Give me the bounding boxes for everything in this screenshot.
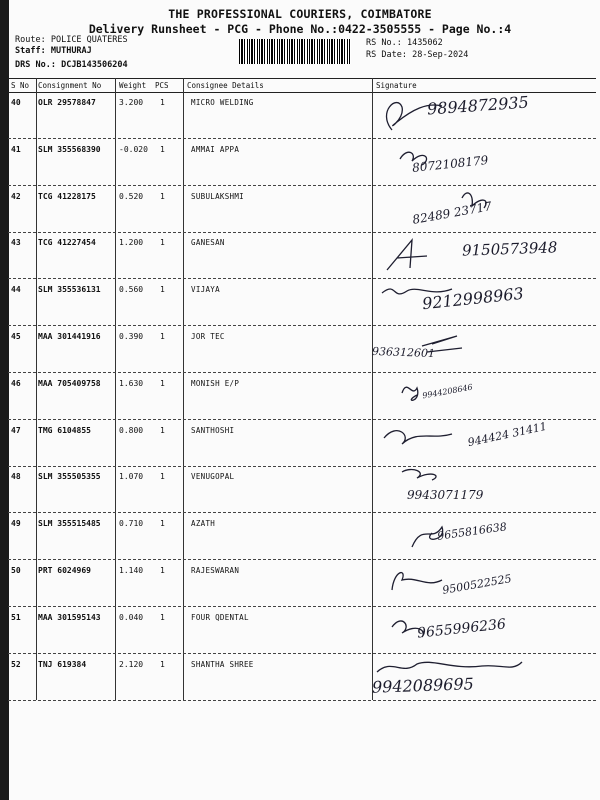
row-sno: 42 — [11, 191, 21, 201]
signature-mark — [372, 373, 596, 417]
row-weight: 2.120 — [119, 659, 144, 669]
rs-no-label: RS No.: — [366, 38, 402, 48]
row-consignee: VIJAYA — [191, 285, 220, 295]
col-weight: Weight — [119, 81, 147, 90]
row-separator — [8, 700, 596, 701]
signature-phone-note: 8072108179 — [411, 152, 489, 175]
signature-stroke — [387, 240, 427, 270]
signature-cell — [372, 279, 596, 323]
row-consignment-no: PRT 6024969 — [38, 566, 91, 575]
row-sno: 49 — [11, 519, 21, 529]
row-consignee: SANTHOSHI — [191, 425, 235, 435]
signature-phone-note: 9212998963 — [421, 283, 525, 314]
route-value: POLICE QUATERES — [50, 35, 128, 45]
row-consignment-no: SLM 355568390 — [38, 144, 101, 154]
row-weight: 0.390 — [119, 332, 144, 341]
col-pcs: PCS — [155, 81, 169, 90]
row-consignment-no: MAA 301441916 — [38, 332, 101, 341]
row-consignee: FOUR QDENTAL — [191, 612, 249, 622]
signature-phone-note: 9150573948 — [461, 238, 558, 261]
rs-date-line — [366, 50, 468, 60]
col-sno: S No — [11, 81, 30, 90]
col-consignment: Consignment No — [38, 81, 102, 90]
col-signature: Signature — [376, 81, 417, 90]
signature-cell — [372, 513, 596, 557]
row-consignee: SUBULAKSHMI — [191, 191, 244, 201]
row-sno: 45 — [11, 332, 21, 341]
row-weight: 0.520 — [119, 191, 144, 201]
row-pcs: 1 — [160, 566, 165, 575]
row-pcs: 1 — [160, 425, 165, 435]
rs-no-line — [366, 38, 443, 48]
row-consignment-no: SLM 355515485 — [38, 519, 101, 529]
row-pcs: 1 — [160, 378, 165, 388]
row-weight: 0.800 — [119, 425, 144, 435]
row-sno: 46 — [11, 378, 21, 388]
signature-phone-note: 944424 31411 — [466, 419, 548, 449]
signature-phone-note: 9655816638 — [436, 520, 508, 543]
signature-cell — [372, 92, 596, 136]
row-consignee: VENUGOPAL — [191, 472, 235, 482]
signature-stroke — [384, 430, 452, 443]
signature-stroke — [402, 387, 418, 400]
row-sno: 44 — [11, 285, 21, 295]
col-consignee: Consignee Details — [187, 81, 264, 90]
rs-date-value: 28-Sep-2024 — [412, 50, 469, 60]
signature-cell — [372, 654, 596, 698]
row-consignment-no: SLM 355536131 — [38, 285, 101, 295]
row-consignment-no: TCG 41228175 — [38, 191, 96, 201]
row-consignee: MONISH E/P — [191, 378, 240, 388]
signature-phone-note: 9500522525 — [441, 572, 513, 597]
signature-phone-note: 9894872935 — [426, 92, 530, 119]
row-sno: 43 — [11, 238, 21, 248]
row-pcs: 1 — [160, 238, 165, 248]
rs-date-label: RS Date: — [366, 50, 407, 60]
row-weight: 0.040 — [119, 612, 144, 622]
row-consignment-no: OLR 29578847 — [38, 98, 96, 107]
signature-stroke — [377, 662, 522, 672]
row-sno: 47 — [11, 425, 21, 435]
row-consignee: JOR TEC — [191, 332, 225, 341]
staff-line — [15, 46, 92, 56]
signature-cell — [372, 373, 596, 417]
signature-phone-note: 9943071179 — [407, 488, 484, 503]
signature-phone-note: 936312601 — [371, 344, 436, 361]
staff-value: MUTHURAJ — [50, 46, 92, 56]
row-pcs: 1 — [160, 659, 165, 669]
row-pcs: 1 — [160, 144, 165, 154]
signature-cell — [372, 139, 596, 183]
row-pcs: 1 — [160, 191, 165, 201]
staff-label: Staff: — [15, 46, 46, 56]
row-pcs: 1 — [160, 472, 165, 482]
row-weight: 1.140 — [119, 566, 144, 575]
row-pcs: 1 — [160, 612, 165, 622]
row-consignee: AMMAI APPA — [191, 144, 240, 154]
company-title: THE PROFESSIONAL COURIERS, COIMBATORE — [168, 7, 432, 21]
route-label: Route: — [15, 35, 46, 45]
signature-cell — [372, 186, 596, 230]
signature-cell — [372, 326, 596, 370]
row-consignment-no: SLM 355505355 — [38, 472, 101, 482]
row-pcs: 1 — [160, 98, 165, 107]
signature-stroke — [402, 470, 436, 480]
row-weight: 1.070 — [119, 472, 144, 482]
signature-cell — [372, 420, 596, 464]
row-consignee: AZATH — [191, 519, 216, 529]
signature-phone-note: 9944208646 — [421, 382, 474, 401]
signature-mark — [372, 466, 596, 510]
row-sno: 52 — [11, 659, 21, 669]
row-pcs: 1 — [160, 285, 165, 295]
row-weight: 0.710 — [119, 519, 144, 529]
row-weight: 1.200 — [119, 238, 144, 248]
table-header — [8, 78, 596, 92]
signature-phone-note: 9655996236 — [416, 616, 507, 642]
row-sno: 48 — [11, 472, 21, 482]
row-sno: 41 — [11, 144, 21, 154]
row-sno: 50 — [11, 566, 21, 575]
signature-phone-note: 9942089695 — [371, 673, 475, 697]
row-pcs: 1 — [160, 519, 165, 529]
row-sno: 40 — [11, 98, 21, 107]
signature-cell — [372, 560, 596, 604]
row-consignment-no: MAA 301595143 — [38, 612, 101, 622]
drs-line — [15, 60, 128, 70]
row-consignment-no: MAA 705409758 — [38, 378, 101, 388]
row-weight: 0.560 — [119, 285, 144, 295]
row-consignment-no: TNJ 619384 — [38, 659, 87, 669]
row-consignee: RAJESWARAN — [191, 566, 240, 575]
barcode — [239, 39, 351, 64]
signature-cell — [372, 466, 596, 510]
row-weight: 3.200 — [119, 98, 144, 107]
runsheet-subtitle: Delivery Runsheet - PCG - Phone No.:0422-3505555 - Page No.:4 — [88, 22, 512, 36]
drs-label: DRS No.: — [15, 60, 56, 70]
row-consignee: MICRO WELDING — [191, 98, 254, 107]
signature-stroke — [392, 573, 442, 590]
signature-phone-note: 82489 23717 — [411, 198, 493, 227]
drs-value: DCJB143506204 — [61, 60, 128, 70]
row-consignee: SHANTHA SHREE — [191, 659, 254, 669]
row-weight: 1.630 — [119, 378, 144, 388]
signature-cell — [372, 232, 596, 276]
row-consignee: GANESAN — [191, 238, 225, 248]
row-consignment-no: TCG 41227454 — [38, 238, 96, 248]
row-weight: -0.020 — [119, 144, 148, 154]
rs-no-value: 1435062 — [406, 38, 443, 48]
signature-cell — [372, 607, 596, 651]
row-pcs: 1 — [160, 332, 165, 341]
route-line — [15, 35, 128, 45]
row-consignment-no: TMG 6104855 — [38, 425, 91, 435]
row-sno: 51 — [11, 612, 21, 622]
